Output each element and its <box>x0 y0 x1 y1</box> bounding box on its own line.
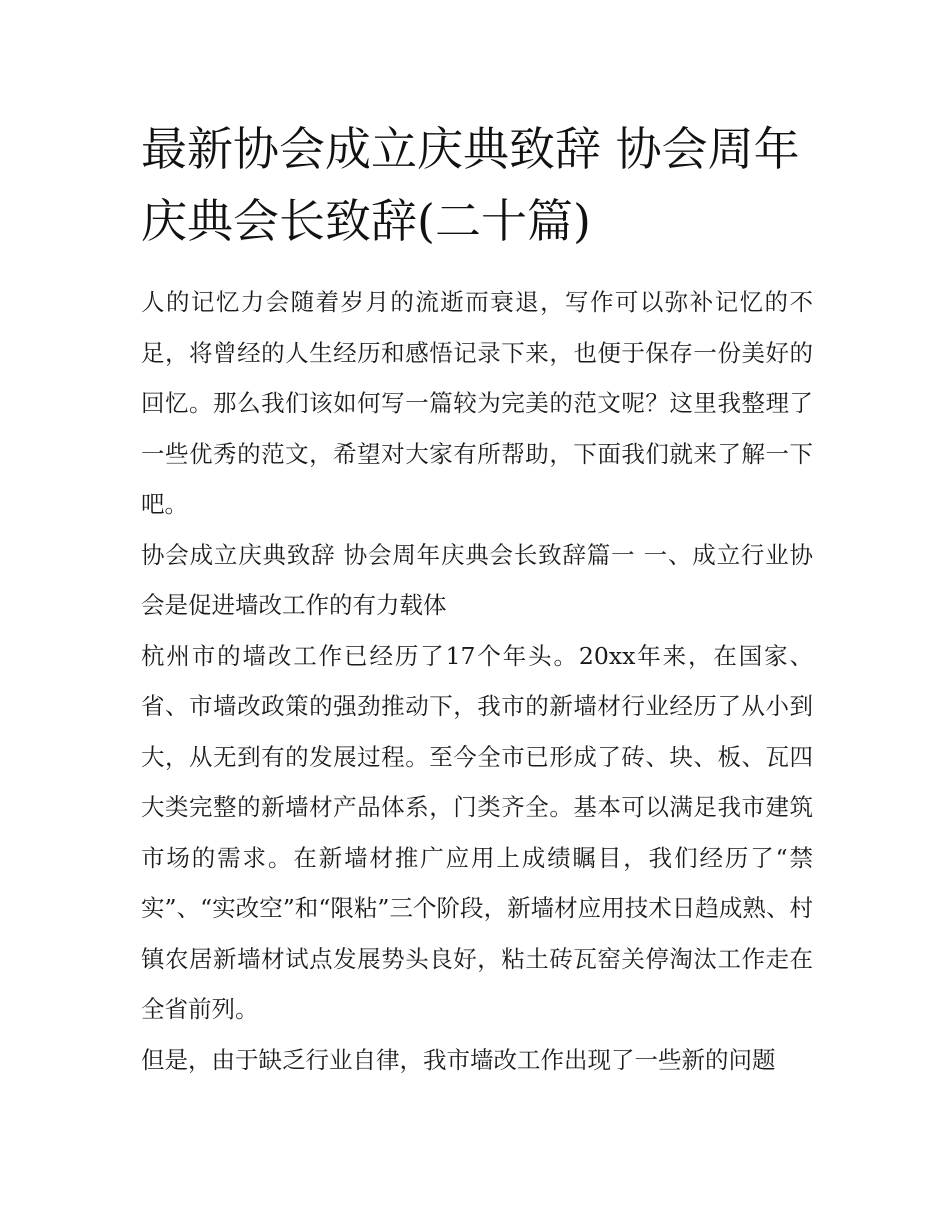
paragraph-section-heading: 协会成立庆典致辞 协会周年庆典会长致辞篇一 一、成立行业协会是促进墙改工作的有力载体 <box>141 540 813 619</box>
paragraph-continued: 但是，由于缺乏行业自律，我市墙改工作出现了一些新的问题 <box>141 1045 776 1074</box>
document-title: 最新协会成立庆典致辞 协会周年庆典会长致辞(二十篇) <box>141 122 800 248</box>
paragraph-intro: 人的记忆力会随着岁月的流逝而衰退，写作可以弥补记忆的不足，将曾经的人生经历和感悟记录下来，也便于保存一份美好的回忆。那么我们该如何写一篇较为完美的范文呢？这里我整理了一些优秀的范文，希望对大家有所帮助，下面我们就来了解一下吧。 <box>141 288 813 518</box>
paragraph-body: 杭州市的墙改工作已经历了17个年头。20xx年来，在国家、省、市墙改政策的强劲推动下，我市的新墙材行业经历了从小到大，从无到有的发展过程。至今全市已形成了砖、块、板、瓦四大类完整的新墙材产品体系，门类齐全。基本可以满足我市建筑市场的需求。在新墙材推广应用上成绩瞩目，我们经历了“禁实”、“实改空”和“限粘”三个阶段，新墙材应用技术日趋成熟、村镇农居新墙材试点发展势头良好，粘土砖瓦窑关停淘汰工作走在全省前列。 <box>141 641 813 1023</box>
document-body <box>141 113 813 1085</box>
